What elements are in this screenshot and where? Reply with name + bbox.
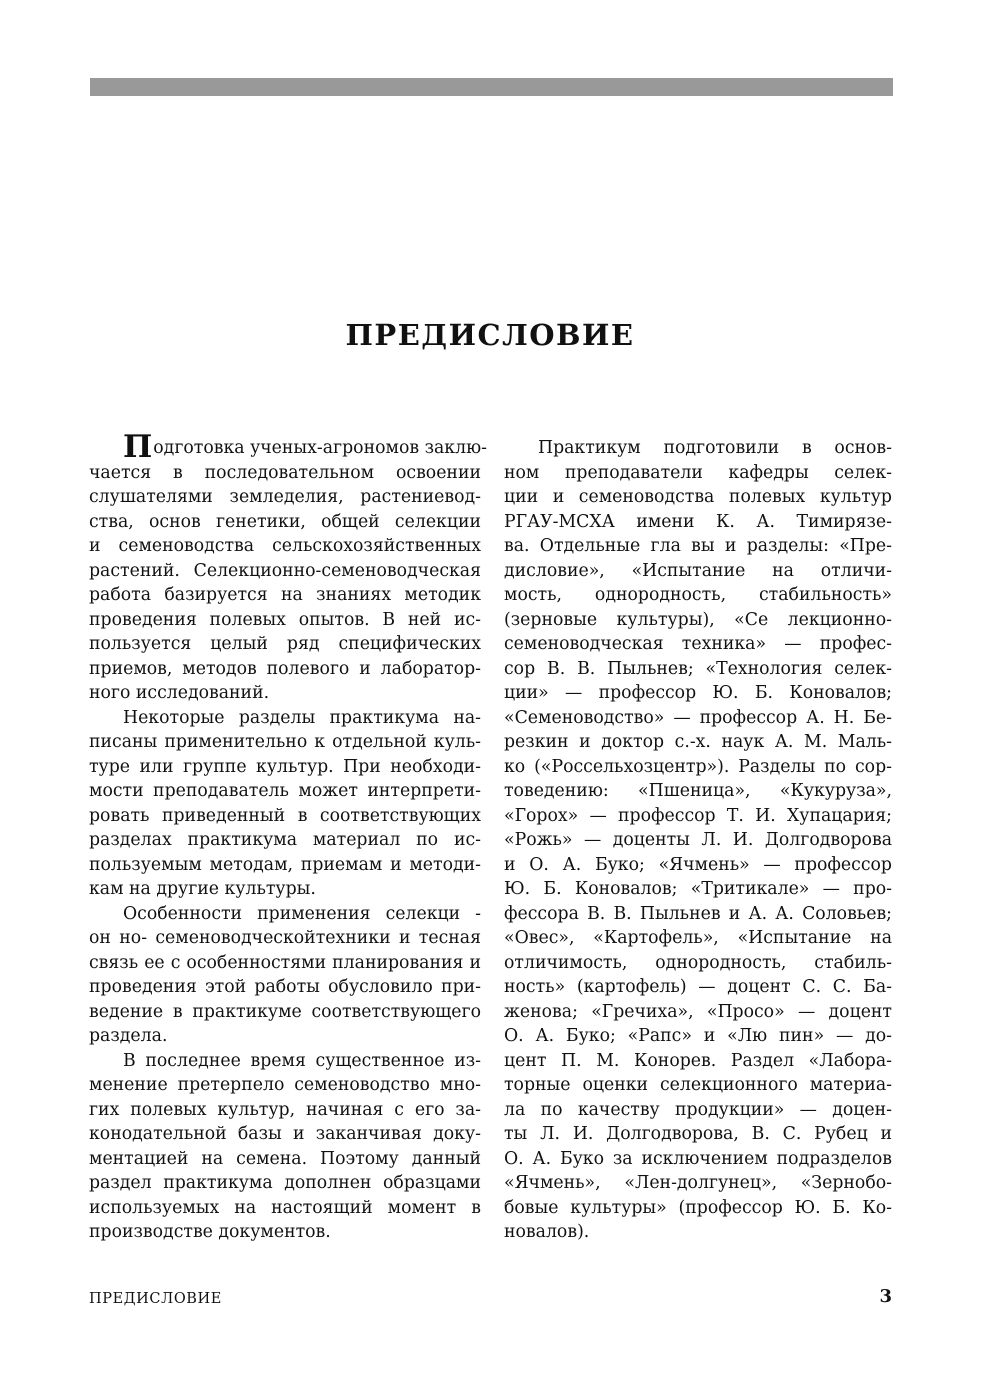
text-line: чается в последовательном освоении bbox=[89, 462, 481, 483]
text-line: РГАУ-МСХА имени К. А. Тимирязе- bbox=[504, 511, 892, 532]
text-line: сор В. В. Пыльнев; «Технология селек- bbox=[504, 658, 892, 679]
text-line: проведения этой работы обусловило при- bbox=[89, 977, 481, 997]
text-line: используемых на настоящий момент в bbox=[89, 1197, 481, 1218]
text-line: ном преподаватели кафедры селек- bbox=[504, 462, 892, 483]
text-line: и семеноводства сельскохозяйственных bbox=[89, 536, 481, 556]
text-line: растений. Селекционно-семеноводческая bbox=[89, 560, 481, 581]
text-line: О. А. Буко; «Рапс» и «Лю пин» — до- bbox=[504, 1026, 892, 1046]
running-footer: ПРЕДИСЛОВИЕ bbox=[89, 1291, 222, 1307]
paragraph bbox=[504, 436, 892, 1245]
text-line: слушателями земледелия, растениевод- bbox=[89, 487, 481, 507]
text-line: (зерновые культуры), «Се лекционно- bbox=[504, 609, 892, 630]
text-line: «Ячмень», «Лен-долгунец», «Зернобо- bbox=[504, 1173, 892, 1193]
page-title: ПРЕДИСЛОВИЕ bbox=[345, 318, 635, 352]
text-line: Некоторые разделы практикума на- bbox=[123, 707, 481, 728]
right-column bbox=[504, 436, 892, 1245]
text-line: Ю. Б. Коновалов; «Тритикале» — про- bbox=[504, 879, 892, 899]
text-line: одготовка ученых-агрономов заклю- bbox=[153, 438, 487, 458]
text-line: резкин и доктор с.-х. наук А. М. Маль- bbox=[504, 732, 892, 752]
text-line: фессора В. В. Пыльнев и А. А. Соловьев; bbox=[504, 903, 892, 924]
text-line: бовые культуры» (профессор Ю. Б. Ко- bbox=[504, 1197, 892, 1218]
text-line: ведение в практикуме соответствующего bbox=[89, 1001, 481, 1022]
paragraph bbox=[89, 902, 481, 1049]
text-line: ровать приведенный в соответствующих bbox=[89, 805, 481, 826]
page-number: 3 bbox=[879, 1286, 892, 1307]
text-line: ты Л. И. Долгодворова, В. С. Рубец и bbox=[504, 1124, 892, 1144]
text-line: писаны применительно к отдельной куль- bbox=[89, 732, 481, 752]
text-line: дисловие», «Испытание на отличи- bbox=[504, 560, 892, 581]
text-line: отличимость, однородность, стабиль- bbox=[504, 952, 892, 973]
text-line: менение претерпело семеноводство мно- bbox=[89, 1075, 481, 1095]
text-line: разделах практикума материал по ис- bbox=[89, 830, 481, 850]
text-line: мости преподаватель может интерпрети- bbox=[89, 781, 481, 801]
text-line: он но- семеноводческойтехники и тесная bbox=[89, 928, 481, 948]
text-line: ность» (картофель) — доцент С. С. Ба- bbox=[504, 977, 892, 997]
text-line: раздела. bbox=[89, 1026, 168, 1046]
text-line: мость, однородность, стабильность» bbox=[504, 585, 892, 605]
text-line: проведения полевых опытов. В ней ис- bbox=[89, 609, 481, 630]
text-line: торные оценки селекционного материа- bbox=[504, 1075, 892, 1095]
text-line: «Рожь» — доценты Л. И. Долгодворова bbox=[504, 830, 892, 850]
paragraph bbox=[89, 706, 481, 902]
text-line: туре или группе культур. При необходи- bbox=[89, 756, 481, 777]
drop-cap: П bbox=[123, 429, 153, 465]
text-line: «Горох» — профессор Т. И. Хупацария; bbox=[504, 805, 892, 826]
text-line: товедению: «Пшеница», «Кукуруза», bbox=[504, 781, 892, 801]
text-line: Практикум подготовили в основ- bbox=[538, 438, 892, 458]
text-line: пользуется целый ряд специфических bbox=[89, 634, 481, 654]
text-line: ла по качеству продукции» — доцен- bbox=[504, 1099, 892, 1120]
text-line: работа базируется на знаниях методик bbox=[89, 585, 481, 605]
text-line: ции» — профессор Ю. Б. Коновалов; bbox=[504, 683, 892, 703]
paragraph bbox=[89, 1049, 481, 1245]
text-line: цент П. М. Конорев. Раздел «Лабора- bbox=[504, 1050, 892, 1071]
text-line: «Овес», «Картофель», «Испытание на bbox=[504, 928, 892, 948]
text-line: производстве документов. bbox=[89, 1222, 331, 1242]
text-line: «Семеноводство» — профессор А. Н. Бе- bbox=[504, 707, 892, 728]
text-line: ва. Отдельные гла вы и разделы: «Пре- bbox=[504, 536, 892, 556]
text-line: кам на другие культуры. bbox=[89, 879, 316, 899]
text-line: связь ее с особенностями планирования и bbox=[89, 952, 481, 973]
text-line: гих полевых культур, начиная с его за- bbox=[89, 1099, 481, 1120]
text-line: и О. А. Буко; «Ячмень» — профессор bbox=[504, 854, 892, 875]
text-line: конодательной базы и заканчивая доку- bbox=[89, 1124, 481, 1144]
text-line: О. А. Буко за исключением подразделов bbox=[504, 1148, 892, 1169]
text-line: женова; «Гречиха», «Просо» — доцент bbox=[504, 1001, 892, 1022]
text-line: приемов, методов полевого и лаборатор- bbox=[89, 658, 481, 679]
text-line: Особенности применения селекци - bbox=[123, 903, 481, 924]
text-line: В последнее время существенное из- bbox=[123, 1050, 481, 1071]
text-line: новалов). bbox=[504, 1222, 590, 1242]
header-rule bbox=[90, 78, 893, 96]
text-line: ко («Россельхозцентр»). Разделы по сор- bbox=[504, 756, 892, 777]
text-line: ции и семеноводства полевых культур bbox=[504, 487, 892, 507]
text-line: пользуемым методам, приемам и методи- bbox=[89, 854, 481, 875]
left-column bbox=[89, 429, 487, 1245]
paragraph bbox=[89, 429, 487, 706]
text-line: семеноводческая техника» — профес- bbox=[504, 634, 892, 654]
text-line: ства, основ генетики, общей селекции bbox=[89, 511, 481, 532]
text-line: ного исследований. bbox=[89, 683, 270, 703]
text-line: раздел практикума дополнен образцами bbox=[89, 1173, 481, 1193]
text-line: ментацией на семена. Поэтому данный bbox=[89, 1148, 481, 1169]
